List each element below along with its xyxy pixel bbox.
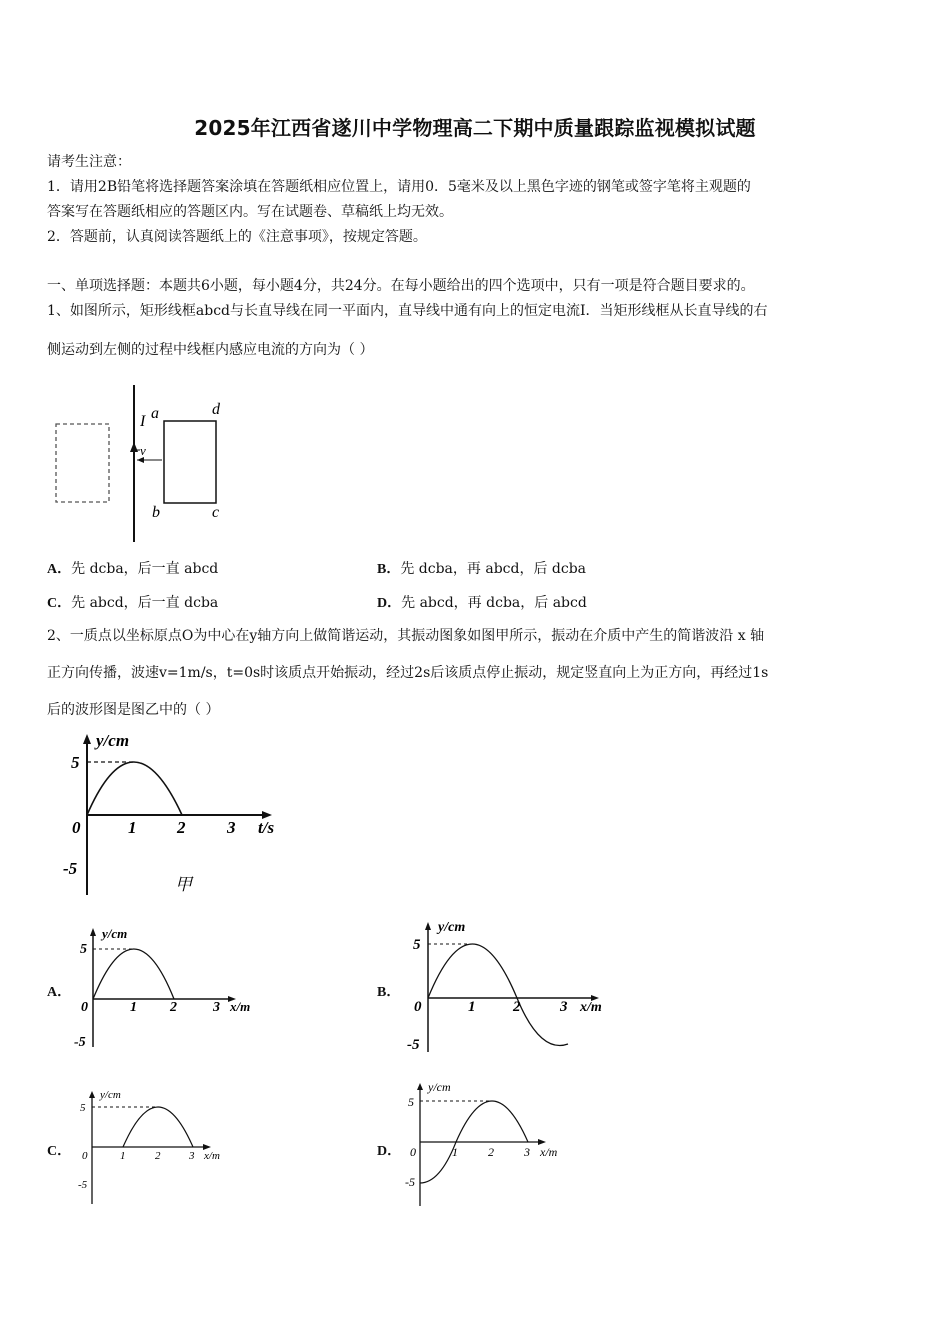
current-label: I: [140, 413, 146, 430]
y-axis-arrow-icon: [417, 1083, 423, 1090]
page-title: 2025年江西省遂川中学物理高二下期中质量跟踪监视模拟试题: [194, 116, 756, 140]
vertex-a: a: [151, 405, 159, 422]
q2-option-c-graph: [70, 1086, 240, 1206]
wave-curve: [123, 1107, 193, 1147]
svg-text:1: 1: [130, 1000, 137, 1015]
q1-stem-line-2: 侧运动到左侧的过程中线框内感应电流的方向为（ ）: [47, 342, 374, 358]
svg-text:2: 2: [170, 1000, 177, 1015]
y-axis-label: y/cm: [96, 731, 130, 750]
vertex-d: d: [212, 401, 220, 418]
velocity-label: v: [140, 443, 146, 458]
svg-text:5: 5: [413, 937, 421, 953]
q2-option-b-graph: [400, 914, 620, 1054]
q2-option-d[interactable]: D．: [377, 1144, 402, 1159]
notice-heading: 请考生注意：: [47, 154, 131, 170]
graph-jia: [60, 730, 300, 900]
q2-option-d-graph: [400, 1078, 580, 1208]
svg-text:1: 1: [452, 1145, 458, 1159]
svg-text:5: 5: [80, 942, 87, 957]
q1-stem-line-1: 1、如图所示，矩形线框abcd与长直导线在同一平面内，直导线中通有向上的恒定电流I．当矩形线框从长直导线的右: [47, 303, 768, 319]
svg-text:0: 0: [81, 1000, 88, 1015]
svg-text:1: 1: [120, 1150, 126, 1162]
svg-text:3: 3: [189, 1150, 195, 1162]
y-axis-arrow-icon: [425, 922, 431, 930]
y-axis-arrow-icon: [83, 734, 91, 744]
q1-option-b[interactable]: B．先 dcba，再 abcd，后 dcba: [377, 561, 587, 577]
tick-x-3: 3: [227, 818, 236, 837]
graph-caption: 甲: [175, 875, 192, 894]
y-axis-arrow-icon: [89, 1091, 95, 1098]
q1-option-c[interactable]: C．先 abcd，后一直 dcba: [47, 595, 219, 611]
vibration-curve: [87, 762, 182, 815]
notice-line-2: 2．答题前，认真阅读答题纸上的《注意事项》，按规定答题。: [47, 229, 427, 245]
vertex-c: c: [212, 504, 220, 521]
svg-text:y/cm: y/cm: [428, 1080, 451, 1094]
svg-text:0: 0: [82, 1150, 88, 1162]
svg-text:y/cm: y/cm: [102, 926, 128, 941]
tick-y-5: 5: [71, 753, 80, 772]
svg-text:y/cm: y/cm: [438, 920, 466, 935]
section-heading: 一、单项选择题：本题共6小题，每小题4分，共24分。在每小题给出的四个选项中，只有一项是符合题目要求的。: [47, 278, 755, 294]
svg-text:2: 2: [513, 999, 521, 1015]
wave-curve: [93, 949, 174, 999]
svg-text:2: 2: [155, 1150, 161, 1162]
svg-text:y/cm: y/cm: [100, 1089, 121, 1101]
svg-text:x/m: x/m: [540, 1145, 558, 1159]
wave-curve: [428, 944, 568, 1046]
y-axis-arrow-icon: [90, 928, 96, 936]
tick-y-neg5: -5: [63, 859, 78, 878]
svg-text:-5: -5: [405, 1175, 415, 1189]
svg-text:-5: -5: [74, 1035, 86, 1050]
tick-x-2: 2: [177, 818, 186, 837]
x-axis-label: t/s: [258, 818, 275, 837]
rect-coil: [164, 421, 216, 503]
q2-option-b[interactable]: B．: [377, 985, 401, 1000]
q1-figure: [40, 380, 240, 550]
current-arrow-icon: [130, 442, 138, 452]
tick-x-1: 1: [128, 818, 137, 837]
q2-option-c[interactable]: C．: [47, 1144, 72, 1159]
q2-stem-line-1: 2、一质点以坐标原点O为中心在y轴方向上做简谐运动，其振动图象如图甲所示，振动在介质中产生的简谐波沿 x 轴: [47, 628, 765, 644]
notice-line-1b: 答案写在答题纸相应的答题区内。写在试题卷、草稿纸上均无效。: [47, 204, 453, 220]
svg-text:-5: -5: [407, 1037, 420, 1053]
q2-stem-line-2: 正方向传播，波速v=1m/s，t=0s时该质点开始振动，经过2s后该质点停止振动，规定竖直向上为正方向，再经过1s: [47, 665, 769, 681]
q2-option-a[interactable]: A．: [47, 985, 72, 1000]
q1-option-a[interactable]: A．先 dcba，后一直 abcd: [47, 561, 219, 577]
svg-text:5: 5: [80, 1102, 86, 1114]
svg-text:2: 2: [488, 1145, 494, 1159]
dashed-frame: [56, 424, 109, 502]
svg-text:-5: -5: [78, 1179, 88, 1191]
svg-text:3: 3: [560, 999, 568, 1015]
origin-label: 0: [72, 818, 81, 837]
svg-text:0: 0: [414, 999, 422, 1015]
svg-text:1: 1: [468, 999, 476, 1015]
svg-text:x/m: x/m: [580, 1000, 602, 1015]
svg-text:5: 5: [408, 1095, 414, 1109]
q1-option-d[interactable]: D．先 abcd，再 dcba，后 abcd: [377, 595, 587, 611]
q2-stem-line-3: 后的波形图是图乙中的（ ）: [47, 702, 220, 718]
svg-text:x/m: x/m: [204, 1150, 220, 1162]
notice-line-1: 1．请用2B铅笔将选择题答案涂填在答题纸相应位置上，请用0．5毫米及以上黑色字迹的钢笔或签字笔将主观题的: [47, 179, 751, 195]
q2-option-a-graph: [70, 922, 270, 1052]
svg-text:0: 0: [410, 1145, 416, 1159]
svg-text:3: 3: [524, 1145, 530, 1159]
svg-text:x/m: x/m: [230, 999, 251, 1014]
vertex-b: b: [152, 504, 160, 521]
svg-text:3: 3: [213, 1000, 220, 1015]
